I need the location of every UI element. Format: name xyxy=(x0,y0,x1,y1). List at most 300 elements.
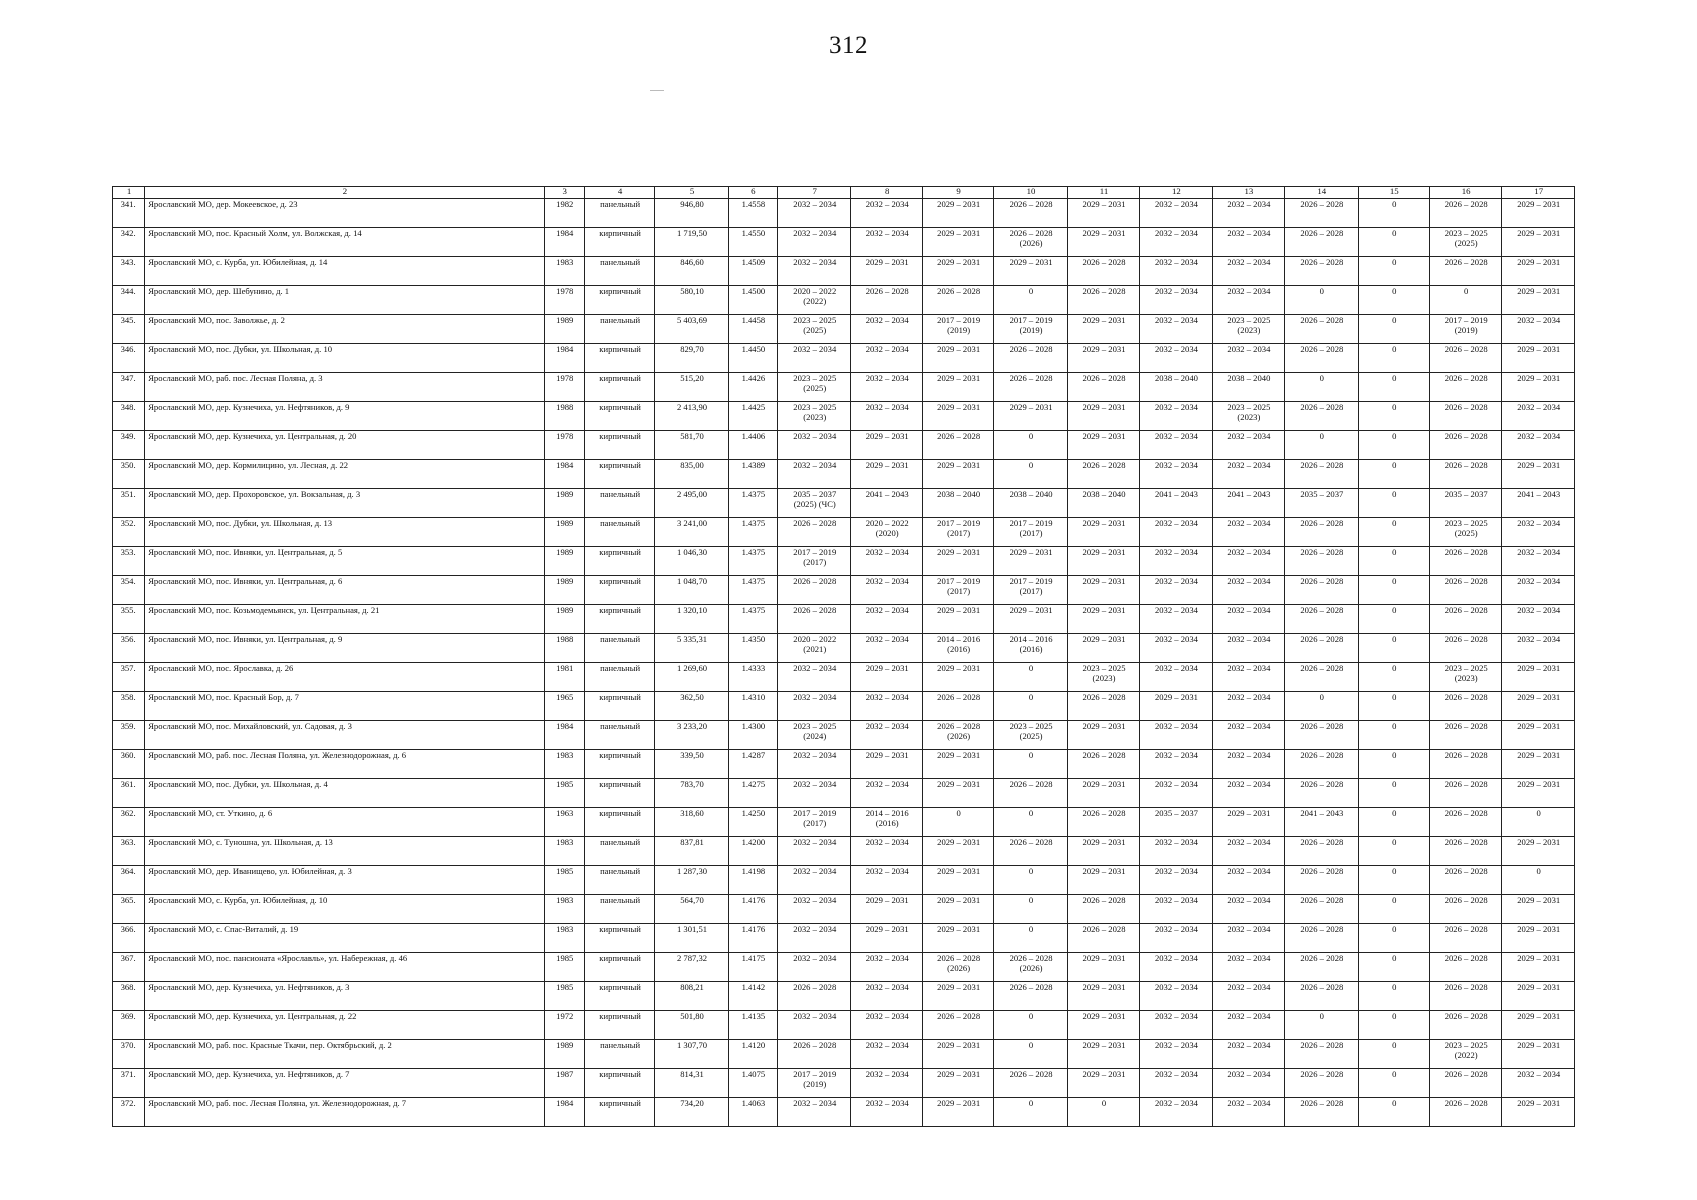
table-cell: 2029 – 2031 xyxy=(922,924,993,953)
table-cell: 2029 – 2031 xyxy=(1502,779,1575,808)
table-cell: 2026 – 2028 xyxy=(1285,315,1358,344)
table-cell: 2026 – 2028 xyxy=(1285,605,1358,634)
table-cell: Ярославский МО, дер. Кузнечиха, ул. Нефтяников, д. 7 xyxy=(145,1069,544,1098)
table-cell: 2017 – 2019 (2019) xyxy=(778,1069,851,1098)
table-cell: 1.4375 xyxy=(728,547,777,576)
table-cell: 0 xyxy=(994,1098,1067,1127)
table-cell: 2023 – 2025 (2024) xyxy=(778,721,851,750)
table-cell: 846,60 xyxy=(655,257,728,286)
table-cell: 2035 – 2037 xyxy=(1429,489,1501,518)
table-cell: 2026 – 2028 (2026) xyxy=(994,228,1067,257)
table-cell: 356. xyxy=(113,634,145,663)
table-row xyxy=(113,953,1575,982)
table-cell: 1982 xyxy=(544,199,584,228)
table-cell: 1985 xyxy=(544,982,584,1011)
table-cell: 2026 – 2028 xyxy=(1429,460,1501,489)
table-cell: 1.4350 xyxy=(728,634,777,663)
table-cell: 2029 – 2031 xyxy=(1067,344,1139,373)
table-cell: 2029 – 2031 xyxy=(922,402,993,431)
table-cell: 2023 – 2025 (2025) xyxy=(778,373,851,402)
table-cell: панельный xyxy=(584,199,654,228)
table-cell: 2026 – 2028 xyxy=(1429,779,1501,808)
table-cell: 2032 – 2034 xyxy=(1212,1069,1284,1098)
table-cell: 2026 – 2028 xyxy=(778,518,851,547)
table-cell: 0 xyxy=(994,1040,1067,1069)
table-body xyxy=(113,187,1575,1127)
table-cell: 0 xyxy=(1358,634,1429,663)
table-cell: Ярославский МО, пос. Ивняки, ул. Центральная, д. 6 xyxy=(145,576,544,605)
table-cell: 2032 – 2034 xyxy=(851,344,922,373)
table-cell: 2032 – 2034 xyxy=(1212,344,1284,373)
table-cell: 2023 – 2025 (2025) xyxy=(1429,228,1501,257)
table-cell: 0 xyxy=(1285,1011,1358,1040)
table-cell: кирпичный xyxy=(584,344,654,373)
table-cell: 1989 xyxy=(544,576,584,605)
table-cell: 2026 – 2028 xyxy=(1429,1011,1501,1040)
table-cell: 2026 – 2028 xyxy=(1285,663,1358,692)
table-cell: 2026 – 2028 xyxy=(1285,982,1358,1011)
table-cell: Ярославский МО, с. Курба, ул. Юбилейная, д. 14 xyxy=(145,257,544,286)
table-cell: кирпичный xyxy=(584,605,654,634)
scan-mark xyxy=(650,90,664,91)
table-cell: 0 xyxy=(1358,1011,1429,1040)
table-cell: 2017 – 2019 (2017) xyxy=(922,576,993,605)
table-row xyxy=(113,460,1575,489)
table-cell: 2026 – 2028 xyxy=(922,1011,993,1040)
table-cell: 2026 – 2028 xyxy=(1285,1040,1358,1069)
table-cell: кирпичный xyxy=(584,286,654,315)
table-cell: 1989 xyxy=(544,489,584,518)
table-cell: 2026 – 2028 xyxy=(851,286,922,315)
table-cell: 2026 – 2028 xyxy=(922,692,993,721)
table-cell: Ярославский МО, пос. Красный Бор, д. 7 xyxy=(145,692,544,721)
table-cell: Ярославский МО, дер. Мокеевское, д. 23 xyxy=(145,199,544,228)
column-header: 10 xyxy=(994,187,1067,199)
table-cell: 2029 – 2031 xyxy=(1067,953,1139,982)
table-cell: 2026 – 2028 (2026) xyxy=(922,953,993,982)
table-cell: 2026 – 2028 xyxy=(1429,1098,1501,1127)
table-cell: 2029 – 2031 xyxy=(1502,692,1575,721)
table-cell: 2038 – 2040 xyxy=(1212,373,1284,402)
table-cell: 2029 – 2031 xyxy=(922,605,993,634)
table-cell: 2032 – 2034 xyxy=(851,1098,922,1127)
table-cell: 2026 – 2028 xyxy=(1429,721,1501,750)
table-cell: Ярославский МО, дер. Кормилицино, ул. Лесная, д. 22 xyxy=(145,460,544,489)
table-cell: 2032 – 2034 xyxy=(1212,576,1284,605)
table-cell: Ярославский МО, раб. пос. Лесная Поляна, д. 3 xyxy=(145,373,544,402)
column-header: 2 xyxy=(145,187,544,199)
table-cell: 0 xyxy=(994,692,1067,721)
table-cell: 2029 – 2031 xyxy=(1067,605,1139,634)
page-number: 312 xyxy=(829,32,868,59)
table-cell: 2029 – 2031 xyxy=(1502,1040,1575,1069)
table-cell: кирпичный xyxy=(584,373,654,402)
table-cell: 515,20 xyxy=(655,373,728,402)
table-cell: 1.4500 xyxy=(728,286,777,315)
table-cell: панельный xyxy=(584,837,654,866)
table-cell: 353. xyxy=(113,547,145,576)
table-cell: панельный xyxy=(584,634,654,663)
table-cell: 2023 – 2025 (2025) xyxy=(778,315,851,344)
table-cell: 0 xyxy=(1358,1098,1429,1127)
table-row xyxy=(113,1098,1575,1127)
table-cell: 2029 – 2031 xyxy=(1212,808,1284,837)
table-cell: 2032 – 2034 xyxy=(778,895,851,924)
table-cell: 564,70 xyxy=(655,895,728,924)
table-cell: 2032 – 2034 xyxy=(1140,924,1212,953)
table-cell: 2029 – 2031 xyxy=(922,199,993,228)
table-cell: 360. xyxy=(113,750,145,779)
table-cell: 2026 – 2028 xyxy=(778,982,851,1011)
table-cell: 2032 – 2034 xyxy=(1212,663,1284,692)
table-cell: 2032 – 2034 xyxy=(778,953,851,982)
table-row xyxy=(113,866,1575,895)
table-cell: 2029 – 2031 xyxy=(1502,257,1575,286)
table-cell: 0 xyxy=(994,1011,1067,1040)
table-cell: 0 xyxy=(994,750,1067,779)
table-cell: 2032 – 2034 xyxy=(851,402,922,431)
table-cell: 2029 – 2031 xyxy=(922,895,993,924)
table-cell: Ярославский МО, с. Туношна, ул. Школьная, д. 13 xyxy=(145,837,544,866)
table-row xyxy=(113,373,1575,402)
table-row xyxy=(113,518,1575,547)
table-cell: 1985 xyxy=(544,953,584,982)
table-cell: 2026 – 2028 xyxy=(1285,518,1358,547)
table-cell: 2038 – 2040 xyxy=(1067,489,1139,518)
table-cell: 2026 – 2028 xyxy=(1285,576,1358,605)
table-cell: 1.4176 xyxy=(728,924,777,953)
table-cell: 2026 – 2028 xyxy=(1067,257,1139,286)
table-cell: 2032 – 2034 xyxy=(1212,866,1284,895)
table-row xyxy=(113,837,1575,866)
table-cell: 344. xyxy=(113,286,145,315)
table-cell: 2026 – 2028 xyxy=(1067,460,1139,489)
table-cell: кирпичный xyxy=(584,228,654,257)
table-cell: 1965 xyxy=(544,692,584,721)
table-cell: кирпичный xyxy=(584,431,654,460)
table-cell: 2026 – 2028 xyxy=(1429,402,1501,431)
table-cell: 0 xyxy=(1358,402,1429,431)
table-cell: 1985 xyxy=(544,866,584,895)
table-cell: 2032 – 2034 xyxy=(1140,982,1212,1011)
table-cell: кирпичный xyxy=(584,1098,654,1127)
table-cell: 2026 – 2028 xyxy=(1285,750,1358,779)
column-header: 11 xyxy=(1067,187,1139,199)
table-cell: 2032 – 2034 xyxy=(1140,547,1212,576)
table-cell: 2032 – 2034 xyxy=(778,837,851,866)
table-cell: 2029 – 2031 xyxy=(922,344,993,373)
table-cell: 2032 – 2034 xyxy=(1502,518,1575,547)
table-cell: 1989 xyxy=(544,547,584,576)
table-cell: 2032 – 2034 xyxy=(851,315,922,344)
table-cell: панельный xyxy=(584,866,654,895)
table-cell: 2026 – 2028 xyxy=(1429,605,1501,634)
table-cell: 0 xyxy=(1358,286,1429,315)
table-cell: 2032 – 2034 xyxy=(1502,402,1575,431)
column-header: 1 xyxy=(113,187,145,199)
table-cell: 369. xyxy=(113,1011,145,1040)
table-cell: 2029 – 2031 xyxy=(994,547,1067,576)
table-cell: 1 719,50 xyxy=(655,228,728,257)
table-cell: 2026 – 2028 xyxy=(1285,199,1358,228)
table-cell: 2032 – 2034 xyxy=(778,779,851,808)
table-cell: 2029 – 2031 xyxy=(1502,895,1575,924)
table-cell: 2032 – 2034 xyxy=(1212,924,1284,953)
table-row xyxy=(113,199,1575,228)
table-cell: 2020 – 2022 (2022) xyxy=(778,286,851,315)
table-row xyxy=(113,924,1575,953)
table-cell: Ярославский МО, дер. Кузнечиха, ул. Центральная, д. 22 xyxy=(145,1011,544,1040)
table-cell: 0 xyxy=(1358,866,1429,895)
table-cell: 345. xyxy=(113,315,145,344)
table-cell: 2026 – 2028 xyxy=(1429,953,1501,982)
table-cell: 2017 – 2019 (2017) xyxy=(922,518,993,547)
column-header: 9 xyxy=(922,187,993,199)
table-cell: 0 xyxy=(1285,692,1358,721)
table-cell: Ярославский МО, пос. Михайловский, ул. Садовая, д. 3 xyxy=(145,721,544,750)
table-cell: 2032 – 2034 xyxy=(1140,721,1212,750)
table-cell: 2026 – 2028 xyxy=(1429,808,1501,837)
table-cell: 2029 – 2031 xyxy=(922,866,993,895)
table-cell: 2032 – 2034 xyxy=(1212,431,1284,460)
table-cell: 2026 – 2028 xyxy=(1429,982,1501,1011)
table-cell: 0 xyxy=(1067,1098,1139,1127)
table-cell: 368. xyxy=(113,982,145,1011)
table-cell: кирпичный xyxy=(584,982,654,1011)
table-cell: 2029 – 2031 xyxy=(1067,1040,1139,1069)
table-cell: 1.4509 xyxy=(728,257,777,286)
table-row xyxy=(113,576,1575,605)
table-cell: 1.4175 xyxy=(728,953,777,982)
table-row xyxy=(113,750,1575,779)
table-cell: Ярославский МО, дер. Кузнечиха, ул. Нефтяников, д. 3 xyxy=(145,982,544,1011)
table-cell: 2026 – 2028 xyxy=(1429,634,1501,663)
table-row xyxy=(113,1040,1575,1069)
table-row xyxy=(113,402,1575,431)
table-row xyxy=(113,547,1575,576)
table-cell: 2026 – 2028 (2026) xyxy=(922,721,993,750)
table-cell: 1.4176 xyxy=(728,895,777,924)
table-cell: 1.4375 xyxy=(728,489,777,518)
table-cell: 365. xyxy=(113,895,145,924)
table-cell: Ярославский МО, с. Курба, ул. Юбилейная, д. 10 xyxy=(145,895,544,924)
table-cell: 0 xyxy=(1358,1040,1429,1069)
table-cell: 835,00 xyxy=(655,460,728,489)
table-cell: 2014 – 2016 (2016) xyxy=(851,808,922,837)
table-cell: 2029 – 2031 xyxy=(1502,373,1575,402)
table-row xyxy=(113,808,1575,837)
table-cell: 0 xyxy=(1358,837,1429,866)
table-cell: кирпичный xyxy=(584,460,654,489)
table-cell: 2026 – 2028 xyxy=(1429,344,1501,373)
table-cell: 372. xyxy=(113,1098,145,1127)
table-cell: 2029 – 2031 xyxy=(1502,228,1575,257)
table-cell: 2032 – 2034 xyxy=(1140,199,1212,228)
table-cell: 2032 – 2034 xyxy=(851,692,922,721)
table-cell: 2017 – 2019 (2017) xyxy=(994,576,1067,605)
table-cell: 347. xyxy=(113,373,145,402)
table-cell: 2 495,00 xyxy=(655,489,728,518)
table-cell: 5 335,31 xyxy=(655,634,728,663)
table-cell: 2029 – 2031 xyxy=(1502,344,1575,373)
table-cell: 2032 – 2034 xyxy=(1140,750,1212,779)
table-cell: кирпичный xyxy=(584,924,654,953)
table-cell: 2032 – 2034 xyxy=(1140,344,1212,373)
table-cell: 946,80 xyxy=(655,199,728,228)
column-header: 17 xyxy=(1502,187,1575,199)
table-cell: 1978 xyxy=(544,431,584,460)
table-cell: 2026 – 2028 xyxy=(1429,692,1501,721)
table-cell: Ярославский МО, пос. Дубки, ул. Школьная, д. 13 xyxy=(145,518,544,547)
table-row xyxy=(113,663,1575,692)
table-cell: 2032 – 2034 xyxy=(1212,721,1284,750)
column-header: 6 xyxy=(728,187,777,199)
column-header: 12 xyxy=(1140,187,1212,199)
table-cell: 2029 – 2031 xyxy=(922,1069,993,1098)
table-cell: 2029 – 2031 xyxy=(922,837,993,866)
table-cell: 0 xyxy=(994,866,1067,895)
table-cell: 2026 – 2028 xyxy=(994,1069,1067,1098)
table-cell: 0 xyxy=(1358,431,1429,460)
table-cell: 349. xyxy=(113,431,145,460)
table-cell: 2032 – 2034 xyxy=(778,228,851,257)
table-cell: 0 xyxy=(1358,576,1429,605)
table-cell: 2032 – 2034 xyxy=(1212,895,1284,924)
table-cell: 0 xyxy=(994,431,1067,460)
table-cell: Ярославский МО, дер. Прохоровское, ул. Вокзальная, д. 3 xyxy=(145,489,544,518)
table-cell: 2029 – 2031 xyxy=(922,257,993,286)
table-cell: 0 xyxy=(1358,750,1429,779)
table-cell: 837,81 xyxy=(655,837,728,866)
table-cell: 2032 – 2034 xyxy=(1212,228,1284,257)
table-cell: 2014 – 2016 (2016) xyxy=(922,634,993,663)
table-cell: 363. xyxy=(113,837,145,866)
table-cell: 2032 – 2034 xyxy=(1212,1098,1284,1127)
table-cell: 2032 – 2034 xyxy=(1502,605,1575,634)
table-cell: 2023 – 2025 (2025) xyxy=(1429,518,1501,547)
table-cell: 2032 – 2034 xyxy=(778,866,851,895)
table-cell: 2029 – 2031 xyxy=(1067,402,1139,431)
table-cell: 1 320,10 xyxy=(655,605,728,634)
table-cell: 2026 – 2028 xyxy=(1285,1098,1358,1127)
table-cell: 1.4375 xyxy=(728,576,777,605)
table-cell: 2032 – 2034 xyxy=(1212,547,1284,576)
table-cell: 358. xyxy=(113,692,145,721)
table-cell: Ярославский МО, раб. пос. Красные Ткачи, пер. Октябрьский, д. 2 xyxy=(145,1040,544,1069)
table-cell: панельный xyxy=(584,721,654,750)
table-cell: 0 xyxy=(1358,692,1429,721)
table-cell: 2017 – 2019 (2017) xyxy=(778,808,851,837)
table-cell: 2029 – 2031 xyxy=(922,547,993,576)
table-cell: 2032 – 2034 xyxy=(1212,605,1284,634)
table-cell: 371. xyxy=(113,1069,145,1098)
table-cell: 2041 – 2043 xyxy=(1285,808,1358,837)
table-cell: 2032 – 2034 xyxy=(851,1069,922,1098)
table-cell: 2032 – 2034 xyxy=(1140,953,1212,982)
table-cell: 2026 – 2028 xyxy=(1285,402,1358,431)
table-cell: 0 xyxy=(994,286,1067,315)
table-cell: 2026 – 2028 xyxy=(1429,199,1501,228)
table-cell: 1978 xyxy=(544,286,584,315)
table-cell: 2026 – 2028 xyxy=(994,982,1067,1011)
table-cell: 2029 – 2031 xyxy=(851,895,922,924)
table-cell: 2032 – 2034 xyxy=(778,431,851,460)
table-cell: 1.4075 xyxy=(728,1069,777,1098)
table-cell: Ярославский МО, пос. Дубки, ул. Школьная, д. 10 xyxy=(145,344,544,373)
table-cell: 0 xyxy=(1358,228,1429,257)
table-row xyxy=(113,286,1575,315)
table-cell: 1.4300 xyxy=(728,721,777,750)
table-cell: 2026 – 2028 xyxy=(1429,895,1501,924)
column-header: 5 xyxy=(655,187,728,199)
table-cell: 2026 – 2028 xyxy=(922,431,993,460)
table-cell: 341. xyxy=(113,199,145,228)
table-cell: 370. xyxy=(113,1040,145,1069)
table-cell: Ярославский МО, раб. пос. Лесная Поляна, ул. Железнодорожная, д. 6 xyxy=(145,750,544,779)
table-cell: 1983 xyxy=(544,895,584,924)
table-cell: 1.4458 xyxy=(728,315,777,344)
table-cell: 2029 – 2031 xyxy=(851,663,922,692)
table-cell: 2032 – 2034 xyxy=(1140,779,1212,808)
table-cell: 0 xyxy=(1285,286,1358,315)
table-cell: 2032 – 2034 xyxy=(778,750,851,779)
table-cell: 2023 – 2025 (2023) xyxy=(1212,402,1284,431)
table-cell: Ярославский МО, пос. Дубки, ул. Школьная, д. 4 xyxy=(145,779,544,808)
table-cell: 1985 xyxy=(544,779,584,808)
table-cell: 1.4550 xyxy=(728,228,777,257)
table-cell: 1988 xyxy=(544,402,584,431)
table-cell: Ярославский МО, раб. пос. Лесная Поляна, ул. Железнодорожная, д. 7 xyxy=(145,1098,544,1127)
table-cell: 2032 – 2034 xyxy=(1140,286,1212,315)
table-row xyxy=(113,605,1575,634)
table-cell: 1 301,51 xyxy=(655,924,728,953)
table-cell: 3 241,00 xyxy=(655,518,728,547)
table-cell: 0 xyxy=(1502,808,1575,837)
table-cell: 808,21 xyxy=(655,982,728,1011)
table-cell: 814,31 xyxy=(655,1069,728,1098)
table-cell: 2032 – 2034 xyxy=(1140,1098,1212,1127)
table-cell: 829,70 xyxy=(655,344,728,373)
table-cell: 2032 – 2034 xyxy=(1502,1069,1575,1098)
table-cell: 2026 – 2028 xyxy=(1285,634,1358,663)
table-cell: 2029 – 2031 xyxy=(851,924,922,953)
table-cell: Ярославский МО, дер. Кузнечиха, ул. Центральная, д. 20 xyxy=(145,431,544,460)
table-cell: 2032 – 2034 xyxy=(851,576,922,605)
table-cell: Ярославский МО, пос. пансионата «Ярославль», ул. Набережная, д. 46 xyxy=(145,953,544,982)
table-cell: 1984 xyxy=(544,344,584,373)
table-cell: 2032 – 2034 xyxy=(1502,634,1575,663)
table-cell: 0 xyxy=(1358,489,1429,518)
table-cell: 1.4426 xyxy=(728,373,777,402)
table-cell: 0 xyxy=(1358,895,1429,924)
table-cell: Ярославский МО, пос. Ярославка, д. 26 xyxy=(145,663,544,692)
table-cell: 2032 – 2034 xyxy=(1212,460,1284,489)
table-cell: 348. xyxy=(113,402,145,431)
table-cell: 1.4310 xyxy=(728,692,777,721)
column-header: 8 xyxy=(851,187,922,199)
table-cell: 2020 – 2022 (2020) xyxy=(851,518,922,547)
table-cell: 2029 – 2031 xyxy=(922,750,993,779)
table-cell: 2032 – 2034 xyxy=(1140,431,1212,460)
table-cell: 339,50 xyxy=(655,750,728,779)
table-row xyxy=(113,431,1575,460)
table-cell: 2026 – 2028 xyxy=(994,779,1067,808)
table-header-row xyxy=(113,187,1575,199)
table-row xyxy=(113,228,1575,257)
table-cell: 2017 – 2019 (2017) xyxy=(778,547,851,576)
table-cell: 2026 – 2028 xyxy=(1285,228,1358,257)
table-cell: 2032 – 2034 xyxy=(851,1011,922,1040)
